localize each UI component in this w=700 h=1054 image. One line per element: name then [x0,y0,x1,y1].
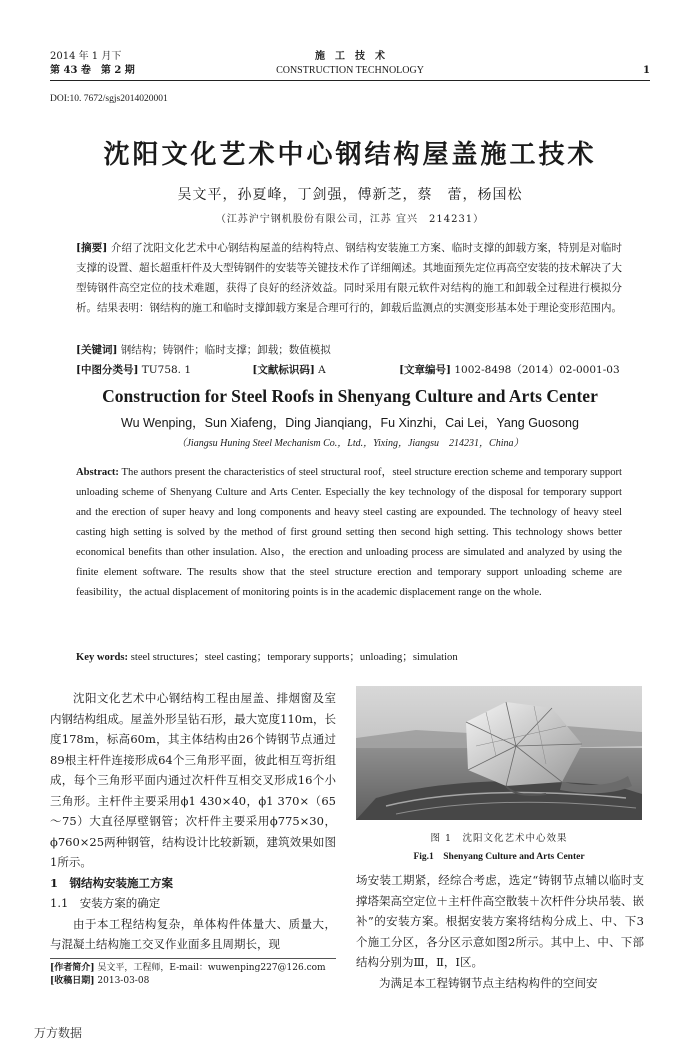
header-date: 2014 年 1 月下 [50,51,122,62]
authors-en: Wu Wenping，Sun Xiafeng，Ding Jianqiang，Fu Xinzhi，Cai Lei，Yang Guosong [121,416,579,430]
figure-1-caption-cn: 图 1 沈阳文化艺术中心效果 [430,833,568,844]
left-column [50,688,336,955]
classification-line [76,360,622,380]
footnote-rule [50,958,336,959]
right-column [356,870,644,993]
article-no-value: 1002-8498（2014）02-0001-03 [454,364,620,376]
received-date-text: 2013-03-08 [97,976,150,986]
clc-label: [中图分类号] [76,364,139,376]
figure-1-image [356,686,642,820]
abstract-en [76,463,622,603]
paper-title-cn: 沈阳文化艺术中心钢结构屋盖施工技术 [103,140,597,170]
header-volume: 第 43 卷 第 2 期 [50,65,135,76]
page-number: 1 [643,65,650,76]
keywords-en-text: steel structures；steel casting；temporary supports；unloading；simulation [130,652,458,663]
section-1-1-paragraph: 由于本工程结构复杂，单体构件体量大、质量大，与混凝土结构施工交叉作业面多且周期长，现 [50,916,336,951]
author-bio [50,962,340,975]
keywords-cn [76,340,622,360]
authors-cn: 吴文平，孙夏峰，丁剑强，傅新芝，蔡 蕾，杨国松 [177,187,523,203]
received-date [50,975,340,988]
footnote [50,962,340,988]
author-bio-text: 吴文平，工程师，E-mail：wuwenping227@126.com [97,963,326,973]
doc-code-label: [文献标识码] [252,364,315,376]
abstract-cn [76,238,622,318]
received-date-label: [收稿日期] [50,976,95,986]
header-rule [50,80,650,81]
abstract-cn-label: [摘要] [76,242,108,254]
article-no-label: [文章编号] [399,364,452,376]
journal-title-en: CONSTRUCTION TECHNOLOGY [276,65,424,76]
watermark-wanfang: 万方数据 [34,1026,83,1040]
section-heading-1-1: 1.1 安装方案的确定 [50,896,161,910]
keywords-en [76,648,622,668]
affiliation-cn: （江苏沪宁钢机股份有限公司，江苏 宜兴 214231） [215,214,485,225]
intro-paragraph: 沈阳文化艺术中心钢结构工程由屋盖、排烟窗及室内钢结构组成。屋盖外形呈钻石形，最大宽度110m，长度178m，标高60m，其主体结构由26个铸钢节点通过89根主杆件连接形成64个三角形平面，彼此相互弯折组成，每个三角形平面内通过次杆件互相交叉形成16个小三角形。主杆件主要采用ϕ1 430×40，ϕ1 370×（65～75）大直径厚壁钢管；次杆件主要采用ϕ775×30，ϕ760×25两种钢管，结构设计比较新颖，建筑效果如图1所示。 [50,691,336,869]
doi: DOI:10. 7672/sgjs2014020001 [50,94,168,104]
author-bio-label: [作者简介] [50,963,95,973]
building-rendering [356,686,642,820]
keywords-cn-text: 钢结构；铸钢件；临时支撑；卸载；数值模拟 [120,344,331,356]
abstract-en-text: The authors present the characteristics of steel structural roof，steel structure erection scheme and temporary support unloading scheme of Shenyang Culture and Arts Center. Especially the key technology of the disposal for temporary support and the erection of super heavy and long components and heavy steel casting are expounded. The technology of heavy steel casting high setting is solved by the method of first ground setting then second high setting. This technology shows better economical benefits than other insulation. Also，the erection and unloading process are simulated and analyzed by using the finite element software. The results show that the steel structure erection and temporary support unloading scheme are feasibility，the actual displacement of monitoring points is in the academic displacement range on the whole. [76,467,622,598]
clc-value: TU758. 1 [141,364,192,376]
section-heading-1: 1 钢结构安装施工方案 [50,875,174,890]
right-paragraph: 场安装工期紧，经综合考虑，选定“铸钢节点辅以临时支撑塔架高空定位＋主杆件高空散装＋次杆件分块吊装、嵌补”的安装方案。根据安装方案将结构分成上、中、下3个施工分区，各分区示意如图2所示。其中上、中、下部结构分别为Ⅲ，Ⅱ，Ⅰ区。 [356,873,644,969]
keywords-cn-label: [关键词] [76,344,118,356]
right-paragraph-2: 为满足本工程铸钢节点主结构构件的空间安 [379,975,598,990]
keywords-en-label: Key words: [76,652,129,663]
doc-code-value: A [318,364,326,376]
journal-title-cn: 施 工 技 术 [315,51,385,62]
figure-1-caption-en: Fig.1 Shenyang Culture and Arts Center [413,852,585,862]
paper-title-en: Construction for Steel Roofs in Shenyang Culture and Arts Center [102,386,598,406]
abstract-en-label: Abstract: [76,467,119,478]
affiliation-en: （Jiangsu Huning Steel Mechanism Co.，Ltd.，Yixing，Jiangsu 214231，China） [176,438,524,449]
abstract-cn-text: 介绍了沈阳文化艺术中心钢结构屋盖的结构特点、钢结构安装施工方案、临时支撑的卸载方案，特别是对临时支撑的设置、超长超重杆件及大型铸钢件的安装等关键技术作了详细阐述。其地面预先定位再高空安装的技术解决了大型铸钢件高空定位的技术难题，获得了良好的经济效益。同时采用有限元软件对结构的施工和卸载全过程进行模拟分析。结果表明：钢结构的施工和临时支撑卸载方案是合理可行的，卸载后监测点的实测变形基本处于理论变形范围内。 [76,242,623,314]
